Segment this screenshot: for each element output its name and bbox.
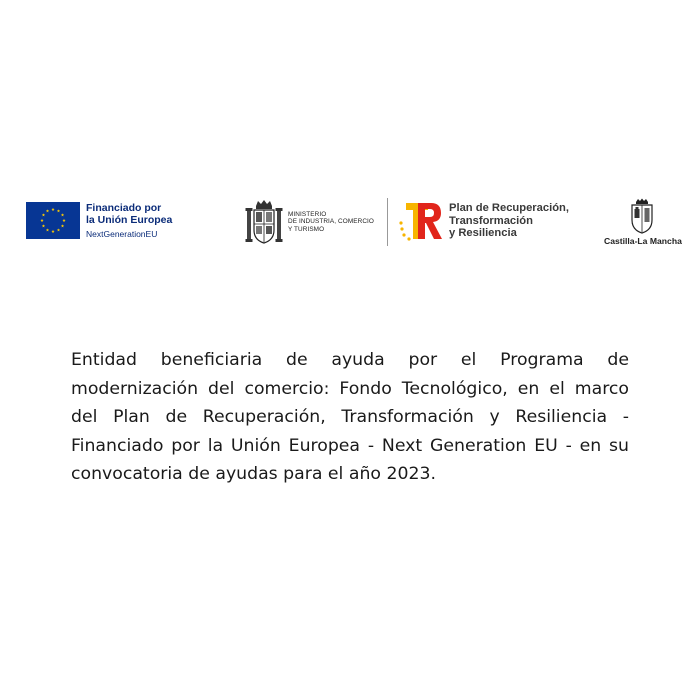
eu-logo-line1: Financiado por	[86, 201, 162, 214]
eu-logo-text	[86, 203, 172, 239]
ministry-name	[288, 211, 374, 233]
recovery-plan-line3: y Resiliencia	[449, 227, 517, 240]
castilla-la-mancha-logo	[604, 198, 680, 246]
ministry-name-line2: DE INDUSTRIA, COMERCIO	[288, 218, 374, 226]
ministry-name-line1: MINISTERIO	[288, 210, 327, 218]
spain-coat-of-arms-icon	[244, 198, 284, 246]
eu-funding-logo	[26, 202, 172, 239]
castilla-la-mancha-shield-icon	[629, 198, 655, 234]
eu-logo-line2: la Unión Europea	[86, 214, 173, 227]
eu-logo-line3: NextGenerationEU	[86, 228, 158, 239]
tr-logo-icon	[398, 199, 444, 243]
recovery-plan-logo	[398, 199, 569, 243]
ministry-name-line3: Y TURISMO	[288, 225, 325, 233]
region-name: Castilla-La Mancha	[604, 236, 682, 246]
recovery-plan-name	[449, 202, 569, 240]
funding-logos-strip	[0, 0, 700, 260]
ministry-logo	[244, 198, 374, 246]
eu-flag-icon	[26, 202, 80, 239]
recovery-plan-line1: Plan de Recuperación,	[449, 202, 569, 215]
funding-notice-text: Entidad beneficiaria de ayuda por el Programa de modernización del comercio: Fondo Tecnológico, en el marco del Plan de Recuperación, Transformación y Resiliencia - Financiado por la Unión Europea - Next Generation EU - en su convocatoria de ayudas para el año 2023.	[71, 350, 629, 484]
logo-divider	[387, 198, 388, 246]
recovery-plan-line2: Transformación	[449, 214, 533, 227]
